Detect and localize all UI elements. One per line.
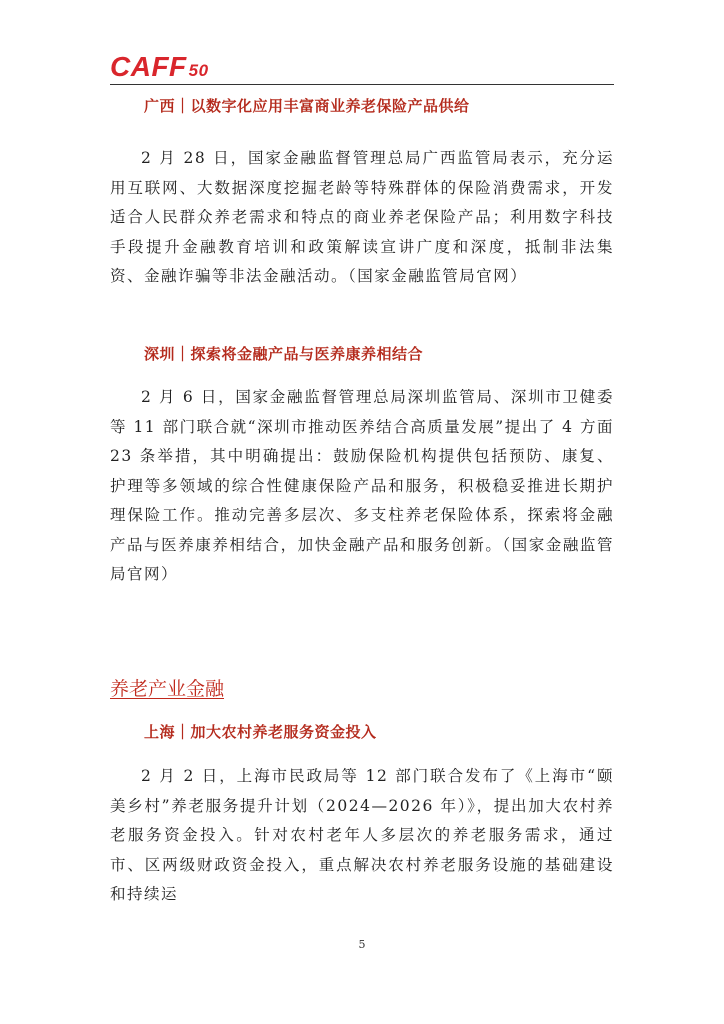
caff50-logo: [110, 50, 209, 88]
article-body-shanghai: 2 月 2 日，上海市民政局等 12 部门联合发布了《上海市“颐美乡村”养老服务提升计划（2024—2026 年）》，提出加大农村养老服务资金投入。针对农村老年人多层次的养老服务需求，通过市、区两级财政资金投入，重点解决农村养老服务设施的基础建设和持续运: [110, 767, 614, 903]
article-heading-shanghai: 上海｜加大农村养老服务资金投入: [144, 723, 377, 741]
article-heading-shenzhen: 深圳｜探索将金融产品与医养康养相结合: [144, 345, 424, 363]
header-divider: [110, 84, 614, 85]
logo-sub-text: 50: [188, 61, 209, 80]
article-heading-guangxi: 广西｜以数字化应用丰富商业养老保险产品供给: [144, 97, 470, 115]
logo-main-text: CAFF: [110, 51, 187, 82]
article-body-guangxi: 2 月 28 日，国家金融监督管理总局广西监管局表示，充分运用互联网、大数据深度挖掘老龄等特殊群体的保险消费需求，开发适合人民群众养老需求和特点的商业养老保险产品；利用数字科技手段提升金融教育培训和政策解读宣讲广度和深度，抵制非法集资、金融诈骗等非法金融活动。（国家金融监管局官网）: [110, 149, 614, 285]
article-body-shenzhen: 2 月 6 日，国家金融监督管理总局深圳监管局、深圳市卫健委等 11 部门联合就“深圳市推动医养结合高质量发展”提出了 4 方面 23 条举措，其中明确提出：鼓励保险机构提供包括预防、康复、护理等多领域的综合性健康保险产品和服务，积极稳妥推进长期护理保险工作。推动完善多层次、多支柱养老保险体系，探索将金融产品与医养康养相结合，加快金融产品和服务创新。（国家金融监管局官网）: [110, 388, 614, 583]
page-number: 5: [358, 938, 366, 951]
section-title: 养老产业金融: [110, 678, 225, 700]
